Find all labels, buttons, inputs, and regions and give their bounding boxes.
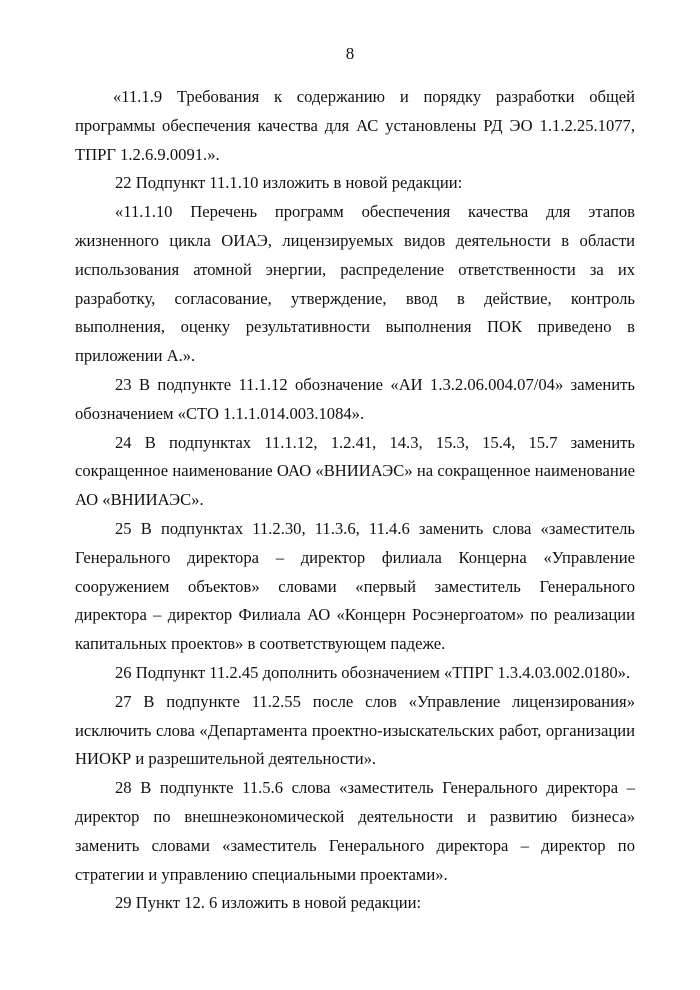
paragraph-11-1-9: «11.1.9 Требования к содержанию и порядку разработки общей программы обеспечения качества для АС установлены РД ЭО 1.1.2.25.1077, ТПРГ 1.2.6.9.0091.».	[75, 87, 635, 164]
paragraph-11-1-10: «11.1.10 Перечень программ обеспечения качества для этапов жизненного цикла ОИАЭ, лицензируемых видов деятельности в области использования атомной энергии, распределение ответственности за их разработку, согласование, утверждение, ввод в действие, контроль выполнения, оценку результативности выполнения ПОК приведено в приложении А.».	[75, 202, 635, 366]
paragraph-item-28: 28 В подпункте 11.5.6 слова «заместитель Генерального директора – директор по внешнеэкономической деятельности и развитию бизнеса» заменить словами «заместитель Генерального директора – директор по стратегии и управлению специальными проектами».	[75, 778, 635, 884]
paragraph-item-26: 26 Подпункт 11.2.45 дополнить обозначением «ТПРГ 1.3.4.03.002.0180».	[115, 662, 631, 682]
paragraph-item-29: 29 Пункт 12. 6 изложить в новой редакции:	[115, 893, 422, 913]
paragraph-item-25: 25 В подпунктах 11.2.30, 11.3.6, 11.4.6 заменить слова «заместитель Генерального директора – директор филиала Концерна «Управление сооружением объектов» словами «первый заместитель Генерального директора – директор Филиала АО «Концерн Росэнергоатом» по реализации капитальных проектов» в соответствующем падеже.	[75, 518, 635, 654]
paragraph-item-24: 24 В подпунктах 11.1.12, 1.2.41, 14.3, 15.3, 15.4, 15.7 заменить сокращенное наименование ОАО «ВНИИАЭС» на сокращенное наименование АО «ВНИИАЭС».	[75, 432, 635, 510]
paragraph-item-22: 22 Подпункт 11.1.10 изложить в новой редакции:	[115, 173, 463, 193]
paragraph-item-27: 27 В подпункте 11.2.55 после слов «Управление лицензирования» исключить слова «Департамента проектно-изыскательских работ, организации НИОКР и разрешительной деятельности».	[75, 691, 635, 769]
page-number: 8	[345, 44, 355, 63]
paragraph-item-23: 23 В подпункте 11.1.12 обозначение «АИ 1.3.2.06.004.07/04» заменить обозначением «СТО 1.1.1.014.003.1084».	[75, 374, 635, 423]
document-body	[75, 83, 635, 918]
